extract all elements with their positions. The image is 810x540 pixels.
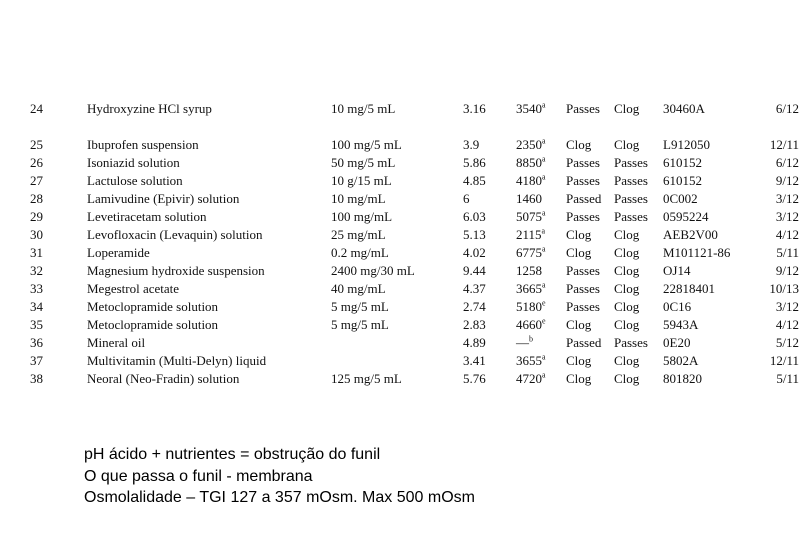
ph-value (463, 352, 486, 370)
expiration-date (776, 370, 799, 388)
result-2-text: Passes (614, 173, 648, 188)
row-number (30, 154, 43, 172)
result-2 (614, 172, 648, 190)
lot-number (663, 262, 690, 280)
lot-number (663, 352, 698, 370)
lot-number (663, 190, 698, 208)
result-2 (614, 334, 648, 352)
result-1 (566, 352, 591, 370)
lot-number-text: 22818401 (663, 281, 715, 296)
row-number-text: 28 (30, 191, 43, 206)
osmolality-value-text: 6775 (516, 245, 542, 260)
footnote-marker: a (542, 100, 546, 110)
table-row (0, 262, 810, 280)
lot-number-text: 0C16 (663, 299, 692, 314)
expiration-date (776, 100, 799, 118)
expiration-date (770, 136, 799, 154)
result-1-text: Passed (566, 191, 602, 206)
result-2-text: Clog (614, 299, 640, 314)
ph-value (463, 244, 486, 262)
expiration-date-text: 5/11 (776, 245, 799, 260)
concentration-text: 100 mg/5 mL (331, 137, 402, 152)
lot-number (663, 316, 698, 334)
ph-value-text: 6 (463, 191, 470, 206)
footnote-marker: a (542, 280, 546, 290)
concentration-text: 5 mg/5 mL (331, 299, 389, 314)
result-2 (614, 244, 639, 262)
osmolality-value (516, 370, 546, 388)
table-row (0, 136, 810, 154)
drug-name-text: Levetiracetam solution (87, 209, 207, 224)
lot-number-text: AEB2V00 (663, 227, 718, 242)
ph-value-text: 2.83 (463, 317, 486, 332)
lot-number-text: 5943A (663, 317, 699, 332)
osmolality-value (516, 208, 546, 226)
expiration-date-text: 6/12 (775, 155, 799, 170)
result-2 (614, 316, 639, 334)
result-1 (566, 280, 600, 298)
osmolality-value (516, 352, 546, 370)
result-1-text: Clog (566, 353, 592, 368)
table-row (0, 226, 810, 244)
expiration-date (776, 154, 799, 172)
ph-value (463, 136, 479, 154)
drug-name-text: Loperamide (87, 245, 150, 260)
osmolality-value-text: 4720 (516, 371, 542, 386)
ph-value (463, 172, 486, 190)
result-1-text: Passes (566, 281, 600, 296)
osmolality-value (516, 262, 542, 280)
lot-number (663, 226, 718, 244)
note-line: Osmolalidade – TGI 127 a 357 mOsm. Max 500 mOsm (84, 489, 475, 506)
drug-name (87, 172, 183, 190)
ph-value (463, 190, 470, 208)
ph-value-text: 4.85 (463, 173, 486, 188)
drug-name-text: Magnesium hydroxide suspension (87, 263, 265, 278)
row-number (30, 136, 43, 154)
table-row (0, 244, 810, 262)
row-number (30, 244, 43, 262)
note-line: pH ácido + nutrientes = obstrução do funil (84, 446, 381, 463)
row-number (30, 208, 43, 226)
result-1-text: Clog (566, 371, 592, 386)
lot-number-text: 30460A (663, 101, 705, 116)
expiration-date-text: 4/12 (775, 317, 799, 332)
lot-number (663, 370, 702, 388)
lot-number-text: 0C002 (663, 191, 698, 206)
footnote-marker: a (542, 244, 546, 254)
ph-value-text: 3.9 (463, 137, 480, 152)
table-row (0, 352, 810, 370)
row-number-text: 31 (30, 245, 43, 260)
expiration-date-text: 12/11 (769, 353, 799, 368)
table-row (0, 100, 810, 118)
row-number-text: 37 (30, 353, 43, 368)
ph-value (463, 262, 486, 280)
concentration (331, 172, 392, 190)
footnote-marker: a (542, 352, 546, 362)
row-number-text: 35 (30, 317, 43, 332)
concentration-text: 5 mg/5 mL (331, 317, 389, 332)
result-2-text: Clog (614, 281, 640, 296)
ph-value-text: 5.13 (463, 227, 486, 242)
concentration (331, 316, 389, 334)
result-1-text: Passes (566, 155, 600, 170)
result-1 (566, 334, 601, 352)
result-2-text: Passes (614, 155, 648, 170)
expiration-date-text: 4/12 (775, 227, 799, 242)
footnote-marker: b (529, 334, 533, 344)
result-1 (566, 172, 600, 190)
expiration-date (776, 298, 799, 316)
footnote-marker: a (542, 154, 546, 164)
ph-value (463, 226, 486, 244)
concentration-text: 0.2 mg/mL (331, 245, 389, 260)
osmolality-value-text: — (516, 335, 529, 350)
osmolality-value (516, 334, 533, 352)
osmolality-value-text: 1258 (516, 263, 542, 278)
result-2-text: Passes (614, 335, 648, 350)
osmolality-value (516, 244, 546, 262)
drug-name-text: Ibuprofen suspension (87, 137, 199, 152)
drug-name (87, 100, 212, 118)
table-row (0, 172, 810, 190)
expiration-date (776, 244, 799, 262)
row-number (30, 226, 43, 244)
lot-number-text: 801820 (663, 371, 702, 386)
row-number (30, 316, 43, 334)
footnote-marker: e (542, 316, 546, 326)
concentration-text: 10 g/15 mL (331, 173, 392, 188)
result-1 (566, 136, 591, 154)
table-row (0, 154, 810, 172)
osmolality-value-text: 3655 (516, 353, 542, 368)
lot-number (663, 298, 691, 316)
osmolality-value-text: 3665 (516, 281, 542, 296)
row-number (30, 172, 43, 190)
concentration (331, 208, 392, 226)
result-2 (614, 298, 639, 316)
concentration (331, 154, 395, 172)
ph-value-text: 3.16 (463, 101, 486, 116)
expiration-date (776, 262, 799, 280)
lot-number-text: 0595224 (663, 209, 709, 224)
row-number-text: 26 (30, 155, 43, 170)
drug-name-text: Hydroxyzine HCl syrup (87, 101, 212, 116)
ph-value-text: 4.37 (463, 281, 486, 296)
lot-number (663, 136, 710, 154)
row-number-text: 30 (30, 227, 43, 242)
row-number (30, 100, 43, 118)
expiration-date (776, 208, 799, 226)
result-1 (566, 262, 600, 280)
result-2-text: Clog (614, 245, 640, 260)
row-number (30, 352, 43, 370)
result-1 (566, 208, 600, 226)
result-2 (614, 100, 639, 118)
result-2-text: Clog (614, 101, 640, 116)
result-2 (614, 190, 648, 208)
expiration-date (776, 226, 799, 244)
ph-value (463, 370, 486, 388)
ph-value (463, 298, 486, 316)
result-2-text: Clog (614, 137, 640, 152)
ph-value-text: 4.02 (463, 245, 486, 260)
drug-name-text: Multivitamin (Multi-Delyn) liquid (87, 353, 267, 368)
result-1-text: Clog (566, 227, 592, 242)
concentration (331, 190, 386, 208)
concentration-text: 50 mg/5 mL (331, 155, 396, 170)
expiration-date (769, 280, 799, 298)
row-number (30, 298, 43, 316)
expiration-date (776, 316, 799, 334)
ph-value (463, 316, 486, 334)
osmolality-value-text: 2350 (516, 137, 542, 152)
concentration-text: 25 mg/mL (331, 227, 386, 242)
lot-number-text: L912050 (663, 137, 710, 152)
drug-name (87, 136, 199, 154)
concentration-text: 2400 mg/30 mL (331, 263, 415, 278)
lot-number (663, 334, 690, 352)
ph-value (463, 334, 486, 352)
result-1-text: Passes (566, 299, 600, 314)
osmolality-value (516, 136, 546, 154)
ph-value (463, 100, 486, 118)
result-1-text: Passes (566, 263, 600, 278)
table-row (0, 280, 810, 298)
result-1 (566, 154, 600, 172)
drug-name (87, 154, 180, 172)
result-1-text: Passed (566, 335, 602, 350)
osmolality-value-text: 1460 (516, 191, 542, 206)
osmolality-value (516, 172, 546, 190)
row-number-text: 33 (30, 281, 43, 296)
concentration-text: 40 mg/mL (331, 281, 386, 296)
expiration-date-text: 5/11 (776, 371, 799, 386)
concentration (331, 298, 389, 316)
result-2-text: Passes (614, 209, 648, 224)
result-1 (566, 370, 591, 388)
result-2 (614, 352, 639, 370)
row-number-text: 24 (30, 101, 43, 116)
result-1 (566, 298, 600, 316)
drug-name-text: Isoniazid solution (87, 155, 180, 170)
concentration-text: 125 mg/5 mL (331, 371, 402, 386)
lot-number (663, 280, 715, 298)
lot-number (663, 100, 705, 118)
expiration-date-text: 3/12 (775, 191, 799, 206)
result-2 (614, 262, 639, 280)
result-1 (566, 100, 600, 118)
osmolality-value (516, 190, 542, 208)
result-1 (566, 244, 591, 262)
concentration-text: 10 mg/mL (331, 191, 386, 206)
table-row (0, 208, 810, 226)
osmolality-value (516, 226, 545, 244)
row-number-text: 34 (30, 299, 43, 314)
row-number (30, 190, 43, 208)
result-2 (614, 370, 639, 388)
ph-value-text: 5.76 (463, 371, 486, 386)
result-1-text: Clog (566, 245, 592, 260)
concentration (331, 370, 402, 388)
result-2-text: Clog (614, 353, 640, 368)
drug-name (87, 244, 150, 262)
osmolality-value (516, 316, 546, 334)
result-2-text: Passes (614, 191, 648, 206)
result-2-text: Clog (614, 227, 640, 242)
table-row (0, 190, 810, 208)
ph-value-text: 9.44 (463, 263, 486, 278)
drug-name-text: Megestrol acetate (87, 281, 180, 296)
concentration (331, 100, 395, 118)
lot-number (663, 172, 702, 190)
concentration (331, 262, 415, 280)
concentration (331, 280, 386, 298)
ph-value (463, 280, 486, 298)
result-1 (566, 190, 601, 208)
result-2-text: Clog (614, 263, 640, 278)
result-1 (566, 316, 591, 334)
concentration (331, 136, 402, 154)
row-number-text: 25 (30, 137, 43, 152)
drug-name-text: Metoclopramide solution (87, 317, 219, 332)
osmolality-value (516, 298, 546, 316)
osmolality-value-text: 8850 (516, 155, 542, 170)
footnote-marker: e (542, 298, 546, 308)
footnote-marker: a (542, 370, 546, 380)
result-2 (614, 136, 639, 154)
row-number (30, 334, 43, 352)
notes-block (84, 444, 475, 509)
drug-name-text: Lactulose solution (87, 173, 183, 188)
row-number-text: 32 (30, 263, 43, 278)
drug-name (87, 352, 266, 370)
result-2-text: Clog (614, 371, 640, 386)
lot-number (663, 154, 702, 172)
lot-number-text: 5802A (663, 353, 699, 368)
drug-name (87, 280, 179, 298)
concentration-text: 10 mg/5 mL (331, 101, 396, 116)
lot-number (663, 208, 709, 226)
lot-number-text: OJ14 (663, 263, 691, 278)
result-2 (614, 154, 648, 172)
osmolality-value-text: 5075 (516, 209, 542, 224)
expiration-date-text: 10/13 (769, 281, 799, 296)
result-2 (614, 208, 648, 226)
drug-name-text: Metoclopramide solution (87, 299, 219, 314)
footnote-marker: a (542, 208, 546, 218)
osmolality-value (516, 154, 546, 172)
ph-value-text: 4.89 (463, 335, 486, 350)
concentration (331, 244, 389, 262)
row-number-text: 36 (30, 335, 43, 350)
drug-name (87, 262, 265, 280)
footnote-marker: a (542, 172, 546, 182)
expiration-date-text: 12/11 (769, 137, 799, 152)
osmolality-value-text: 4660 (516, 317, 542, 332)
expiration-date (776, 172, 799, 190)
table-row (0, 316, 810, 334)
footnote-marker: a (542, 136, 546, 146)
osmolality-value-text: 4180 (516, 173, 542, 188)
expiration-date-text: 5/12 (775, 335, 799, 350)
osmolality-value-text: 3540 (516, 101, 542, 116)
expiration-date (776, 334, 799, 352)
drug-name-text: Lamivudine (Epivir) solution (87, 191, 240, 206)
row-number-text: 38 (30, 371, 43, 386)
result-1-text: Passes (566, 101, 600, 116)
result-2-text: Clog (614, 317, 640, 332)
drug-name (87, 190, 239, 208)
expiration-date-text: 9/12 (775, 263, 799, 278)
concentration (331, 226, 386, 244)
drug-name-text: Neoral (Neo-Fradin) solution (87, 371, 240, 386)
row-number (30, 370, 43, 388)
lot-number-text: 610152 (663, 173, 702, 188)
table-row (0, 334, 810, 352)
table-row (0, 298, 810, 316)
osmolality-value (516, 280, 546, 298)
lot-number-text: 610152 (663, 155, 702, 170)
ph-value-text: 6.03 (463, 209, 486, 224)
ph-value (463, 154, 486, 172)
osmolality-value-text: 2115 (516, 227, 542, 242)
concentration-text: 100 mg/mL (331, 209, 393, 224)
expiration-date-text: 3/12 (775, 209, 799, 224)
note-line: O que passa o funil - membrana (84, 467, 313, 485)
row-number-text: 27 (30, 173, 43, 188)
expiration-date-text: 6/12 (775, 101, 799, 116)
osmolality-value-text: 5180 (516, 299, 542, 314)
row-number-text: 29 (30, 209, 43, 224)
table-row (0, 370, 810, 388)
row-number (30, 280, 43, 298)
result-1-text: Passes (566, 209, 600, 224)
result-1-text: Clog (566, 137, 592, 152)
footnote-marker: a (541, 226, 546, 236)
drug-name (87, 370, 239, 388)
ph-value (463, 208, 486, 226)
expiration-date-text: 9/12 (775, 173, 799, 188)
result-2 (614, 226, 639, 244)
lot-number-text: M101121-86 (663, 245, 731, 260)
row-number (30, 262, 43, 280)
drug-name (87, 226, 262, 244)
drug-name (87, 298, 218, 316)
ph-value-text: 3.41 (463, 353, 486, 368)
ph-value-text: 5.86 (463, 155, 486, 170)
result-2 (614, 280, 639, 298)
lot-number (663, 244, 730, 262)
drug-name-text: Levofloxacin (Levaquin) solution (87, 227, 263, 242)
ph-value-text: 2.74 (463, 299, 486, 314)
expiration-date (770, 352, 799, 370)
drug-name (87, 316, 218, 334)
result-1 (566, 226, 591, 244)
drug-name (87, 334, 145, 352)
osmolality-value (516, 100, 546, 118)
expiration-date-text: 3/12 (775, 299, 799, 314)
drug-name (87, 208, 206, 226)
drug-name-text: Mineral oil (87, 335, 146, 350)
result-1-text: Clog (566, 317, 592, 332)
expiration-date (776, 190, 799, 208)
lot-number-text: 0E20 (663, 335, 691, 350)
result-1-text: Passes (566, 173, 600, 188)
